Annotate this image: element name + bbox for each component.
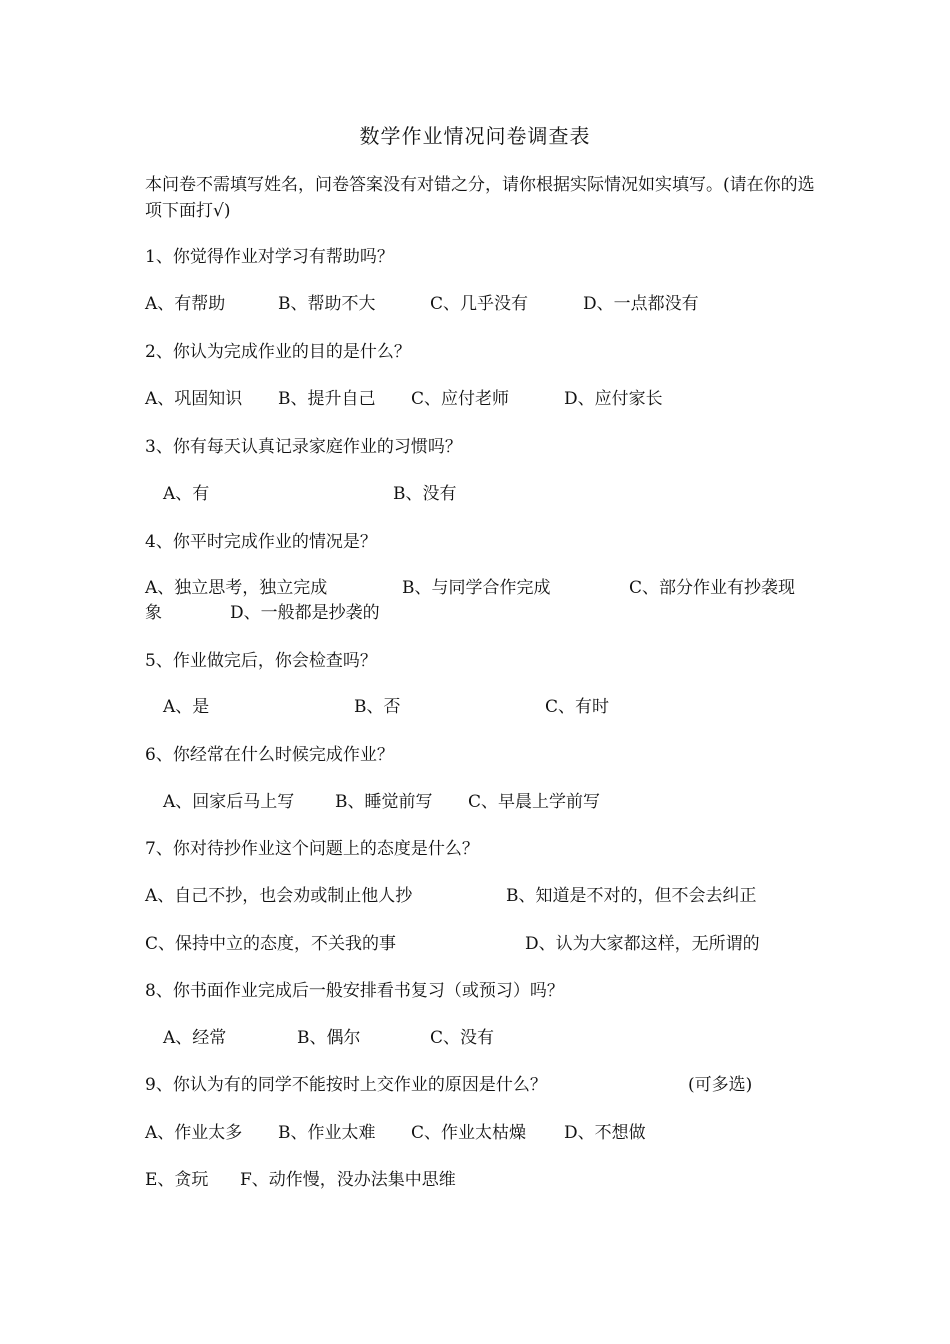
q6-option-c[interactable]: C、早晨上学前写 (468, 792, 601, 812)
q8-option-a[interactable]: A、经常 (163, 1028, 227, 1048)
q1-option-b[interactable]: B、帮助不大 (278, 294, 376, 314)
q7-option-b[interactable]: B、知道是不对的，但不会去纠正 (506, 886, 757, 906)
question-7: 7、你对待抄作业这个问题上的态度是什么？ (145, 839, 479, 859)
q4-option-b[interactable]: B、与同学合作完成 (402, 578, 551, 598)
question-1: 1、你觉得作业对学习有帮助吗？ (145, 247, 394, 267)
q9-option-f[interactable]: F、动作慢，没办法集中思维 (240, 1170, 456, 1190)
q2-option-b[interactable]: B、提升自己 (278, 389, 376, 409)
q5-options (145, 694, 845, 720)
page-title: 数学作业情况问卷调查表 (359, 124, 591, 148)
intro-text: 本问卷不需填写姓名，问卷答案没有对错之分，请你根据实际情况如实填写。(请在你的选项下面打√) (145, 175, 815, 221)
question-3: 3、你有每天认真记录家庭作业的习惯吗？ (145, 437, 462, 457)
q9-option-e[interactable]: E、贪玩 (145, 1170, 209, 1190)
q5-option-b[interactable]: B、否 (354, 697, 401, 717)
q8-option-c[interactable]: C、没有 (430, 1028, 495, 1048)
q7-option-c[interactable]: C、保持中立的态度，不关我的事 (145, 934, 397, 954)
q6-options (145, 789, 845, 815)
q4-option-c[interactable]: C、部分作业有抄袭现 (629, 578, 796, 598)
q4-option-a[interactable]: A、独立思考，独立完成 (145, 578, 328, 598)
q9-option-a[interactable]: A、作业太多 (145, 1123, 243, 1143)
q6-option-b[interactable]: B、睡觉前写 (335, 792, 433, 812)
question-2: 2、你认为完成作业的目的是什么？ (145, 342, 411, 362)
q7-option-d[interactable]: D、认为大家都这样，无所谓的 (525, 934, 760, 954)
q2-option-d[interactable]: D、应付家长 (564, 389, 663, 409)
q1-option-a[interactable]: A、有帮助 (145, 294, 226, 314)
q3-options (145, 481, 845, 507)
q1-option-c[interactable]: C、几乎没有 (430, 294, 529, 314)
q7-options-row2 (145, 931, 845, 957)
question-4: 4、你平时完成作业的情况是？ (145, 532, 377, 552)
q1-option-d[interactable]: D、一点都没有 (583, 294, 699, 314)
q7-option-a[interactable]: A、自己不抄，也会劝或制止他人抄 (145, 886, 413, 906)
q4-option-c-wrap: 象 (145, 603, 162, 623)
q3-option-a[interactable]: A、有 (163, 484, 210, 504)
q9-options-row1 (145, 1120, 845, 1146)
q9-option-c[interactable]: C、作业太枯燥 (411, 1123, 527, 1143)
question-8: 8、你书面作业完成后一般安排看书复习（或预习）吗？ (145, 981, 564, 1001)
q2-option-c[interactable]: C、应付老师 (411, 389, 510, 409)
question-5: 5、作业做完后，你会检查吗？ (145, 651, 377, 671)
q8-options (145, 1025, 845, 1051)
q5-option-a[interactable]: A、是 (163, 697, 210, 717)
q9-option-b[interactable]: B、作业太难 (278, 1123, 376, 1143)
q1-options (145, 291, 845, 317)
q3-option-b[interactable]: B、没有 (393, 484, 457, 504)
q9-option-d[interactable]: D、不想做 (564, 1123, 646, 1143)
q2-option-a[interactable]: A、巩固知识 (145, 389, 243, 409)
question-9-row (145, 1072, 845, 1098)
q2-options (145, 386, 845, 412)
question-6: 6、你经常在什么时候完成作业？ (145, 745, 394, 765)
q9-multi-select-note: (可多选) (688, 1075, 753, 1095)
q4-options (145, 575, 845, 627)
q7-options-row1 (145, 883, 845, 909)
q8-option-b[interactable]: B、偶尔 (297, 1028, 361, 1048)
q6-option-a[interactable]: A、回家后马上写 (163, 792, 295, 812)
q4-option-d[interactable]: D、一般都是抄袭的 (230, 603, 380, 623)
q9-options-row2 (145, 1167, 845, 1193)
question-9: 9、你认为有的同学不能按时上交作业的原因是什么？ (145, 1075, 547, 1095)
q5-option-c[interactable]: C、有时 (545, 697, 610, 717)
